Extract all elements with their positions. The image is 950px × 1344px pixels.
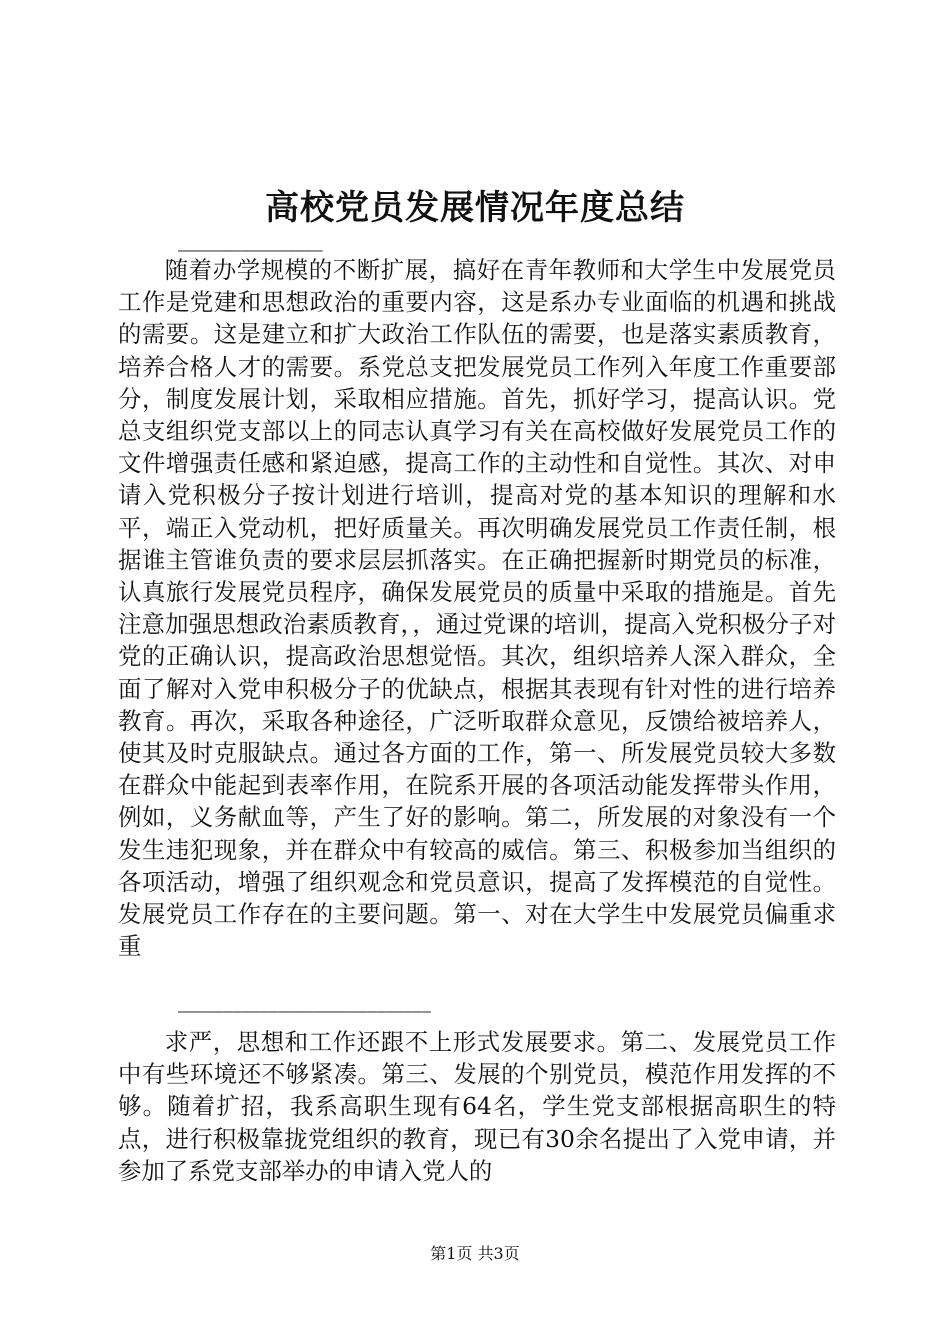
separator-rule-middle: ———————————————————————————— (178, 1002, 431, 1020)
page-footer: 第1页 共3页 (430, 1244, 520, 1263)
body-paragraph-2: 求严，思想和工作还跟不上形式发展要求。第二、发展党员工作中有些环境还不够紧凑。第三、发展的个别党员，模范作用发挥的不够。随着扩招，我系高职生现有64名，学生党支部根据高职生的特点，进行积极靠拢党组织的教育，现已有30余名提出了入党申请，并参加了系党支部举办的申请入党人的 (118, 1028, 836, 1185)
body-paragraph-1: 随着办学规模的不断扩展，搞好在青年教师和大学生中发展党员工作是党建和思想政治的重要内容，这是系办专业面临的机遇和挑战的需要。这是建立和扩大政治工作队伍的需要，也是落实素质教育，培养合格人才的需要。系党总支把发展党员工作列入年度工作重要部分，制度发展计划，采取相应措施。首先，抓好学习，提高认识。党总支组织党支部以上的同志认真学习有关在高校做好发展党员工作的文件增强责任感和紧迫感，提高工作的主动性和自觉性。其次、对申请入党积极分子按计划进行培训，提高对党的基本知识的理解和水平，端正入党动机，把好质量关。再次明确发展党员工作责任制，根据谁主管谁负责的要求层层抓落实。在正确把握新时期党员的标准，认真旅行发展党员程序，确保发展党员的质量中采取的措施是。首先注意加强思想政治素质教育，，通过党课的培训，提高入党积极分子对党的正确认识，提高政治思想觉悟。其次，组织培养人深入群众，全面了解对入党申积极分子的优缺点，根据其表现有针对性的进行培养教育。再次，采取各种途径，广泛听取群众意见，反馈给被培养人，使其及时克服缺点。通过各方面的工作，第一、所发展党员较大多数在群众中能起到表率作用，在院系开展的各项活动能发挥带头作用，例如，义务献血等，产生了好的影响。第二，所发展的对象没有一个发生违犯现象，并在群众中有较高的威信。第三、积极参加当组织的各项活动，增强了组织观念和党员意识，提高了发挥模范的自觉性。发展党员工作存在的主要问题。第一、对在大学生中发展党员偏重求重 (118, 256, 836, 961)
document-title: 高校党员发展情况年度总结 (265, 188, 685, 228)
separator-rule-top: ———————————————— (178, 241, 323, 259)
